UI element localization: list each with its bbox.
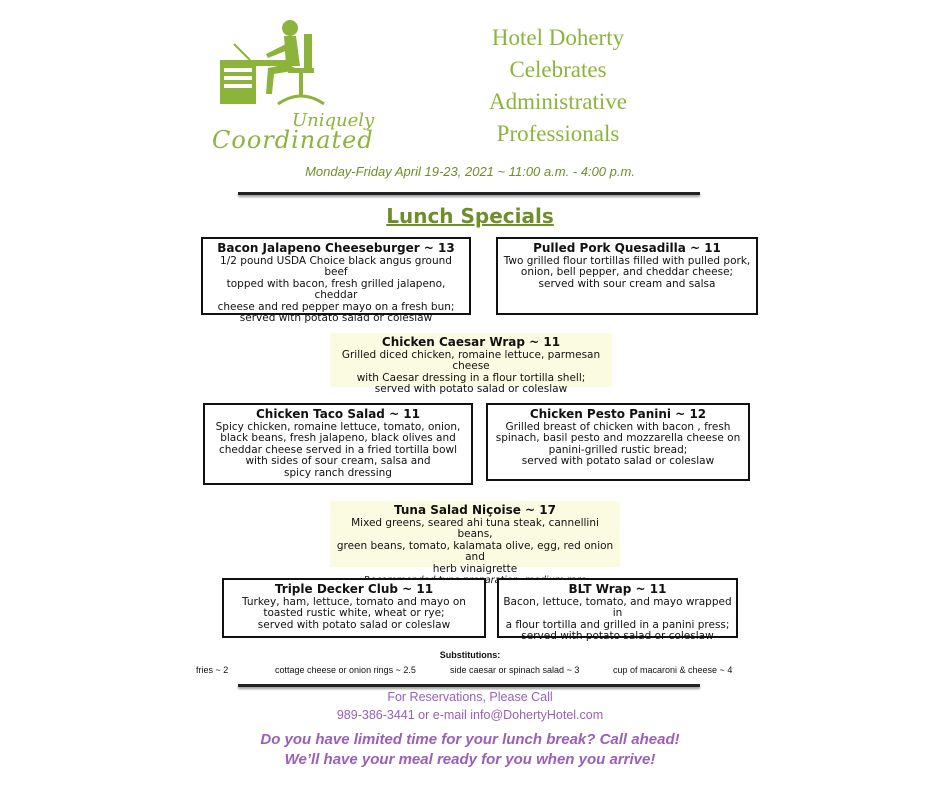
menu-item-desc: Bacon, lettuce, tomato, and mayo wrapped in [503, 596, 732, 620]
menu-item-triple-decker-club [222, 578, 486, 638]
menu-item-tuna-salad-nicoise [330, 501, 620, 587]
menu-item-desc: spicy ranch dressing [284, 466, 392, 479]
menu-item-desc: spinach, basil pesto and mozzarella cheese on [495, 432, 741, 445]
divider-top [238, 192, 700, 195]
menu-item-desc: cheddar cheese served in a fried tortilla bowl [218, 443, 457, 456]
menu-item-name: Pulled Pork Quesadilla ~ 11 [533, 241, 721, 255]
event-dates: Monday-Friday April 19-23, 2021 ~ 11:00 a.m. - 4:00 p.m. [305, 164, 635, 179]
substitution-option: fries ~ 2 [196, 665, 229, 675]
menu-item-desc: Turkey, ham, lettuce, tomato and mayo on [242, 596, 466, 608]
menu-item-bacon-jalapeno-cheeseburger [201, 237, 471, 325]
menu-item-name: Chicken Taco Salad ~ 11 [255, 407, 420, 421]
menu-item-desc: onion, bell pepper, and cheddar cheese; [520, 266, 734, 279]
callout-line: Do you have limited time for your lunch break? Call ahead! [260, 731, 680, 748]
reservations-line: For Reservations, Please Call [387, 690, 553, 704]
menu-item-desc: 1/2 pound USDA Choice black angus ground beef [220, 255, 452, 279]
menu-item-note: preparation: [463, 575, 522, 587]
menu-item-desc: toasted rustic white, wheat or rye; [263, 607, 445, 620]
menu-item-desc: green beans, tomato, kalamata olive, egg, red onion and [336, 539, 614, 564]
title-line: Administrative [489, 89, 627, 114]
menu-item-desc: with sides of sour cream, salsa and [245, 455, 431, 468]
menu-item-name: Bacon Jalapeno Cheeseburger ~ 13 [217, 241, 455, 255]
title-line: Celebrates [509, 57, 607, 82]
page-title [470, 22, 646, 150]
callout-line: We’ll have your meal ready for you when you arrive! [284, 751, 656, 768]
menu-item-desc: black beans, fresh jalapeno, black olives and [220, 432, 456, 445]
menu-item-chicken-pesto-panini [486, 403, 750, 481]
menu-item-desc: a flour tortilla and grilled in a panini press; [505, 618, 730, 631]
menu-item-name: Triple Decker Club ~ 11 [274, 582, 434, 596]
menu-item-name: Chicken Caesar Wrap ~ 11 [381, 335, 561, 349]
substitution-option: side caesar or spinach salad ~ 3 [450, 665, 580, 675]
menu-item-blt-wrap [497, 578, 738, 643]
menu-item-desc: served with sour cream and salsa [538, 277, 716, 290]
title-line: Professionals [496, 121, 620, 146]
menu-item-desc: Grilled diced chicken, romaine lettuce, parmesan cheese [341, 349, 601, 373]
menu-item-desc: served with potato salad or coleslaw [257, 618, 451, 631]
menu-item-desc: served with potato salad or coleslaw [521, 455, 715, 468]
logo-text-uniquely: Uniquely [292, 110, 375, 131]
menu-item-desc: herb vinaigrette [432, 562, 518, 575]
menu-item-desc: topped with bacon, fresh grilled jalapeno, cheddar [226, 277, 446, 302]
menu-item-desc: with Caesar dressing in a flour tortilla shell; [356, 371, 586, 384]
menu-item-pulled-pork-quesadilla [496, 237, 758, 315]
menu-item-desc: served with potato salad or coleslaw [374, 383, 568, 396]
menu-item-name: Chicken Pesto Panini ~ 12 [529, 407, 707, 421]
title-line: Hotel Doherty [491, 25, 625, 50]
menu-item-desc: Two grilled flour tortillas filled with pulled pork, [503, 255, 751, 267]
menu-item-desc: panini-grilled rustic bread; [548, 443, 688, 456]
menu-item-desc: cheese and red pepper mayo on a fresh bun; [217, 300, 455, 313]
menu-item-chicken-taco-salad [203, 403, 473, 485]
substitution-option: cottage cheese or onion rings ~ 2.5 [275, 665, 416, 675]
menu-item-desc: Mixed greens, seared ahi tuna steak, cannellini beans, [351, 517, 599, 541]
menu-item-desc: Spicy chicken, romaine lettuce, tomato, onion, [215, 421, 461, 433]
logo-text-coordinated: Coordinated [212, 126, 374, 154]
menu-item-name: BLT Wrap ~ 11 [568, 582, 667, 596]
lunch-specials-heading: Lunch Specials [386, 204, 554, 228]
menu-item-chicken-caesar-wrap [330, 333, 612, 396]
divider-bottom [238, 684, 700, 687]
menu-item-desc: served with potato salad or coleslaw [239, 312, 433, 325]
substitution-option: cup of macaroni & cheese ~ 4 [613, 665, 733, 675]
substitutions-heading: Substitutions: [439, 650, 501, 660]
reservations-contact: 989-386-3441 or e-mail info@DohertyHotel.com [336, 708, 604, 722]
menu-item-desc: Grilled breast of chicken with bacon , fresh [505, 421, 731, 433]
menu-item-desc: served with potato salad or coleslaw [521, 630, 714, 643]
menu-item-name: Tuna Salad Niçoise ~ 17 [394, 503, 556, 517]
